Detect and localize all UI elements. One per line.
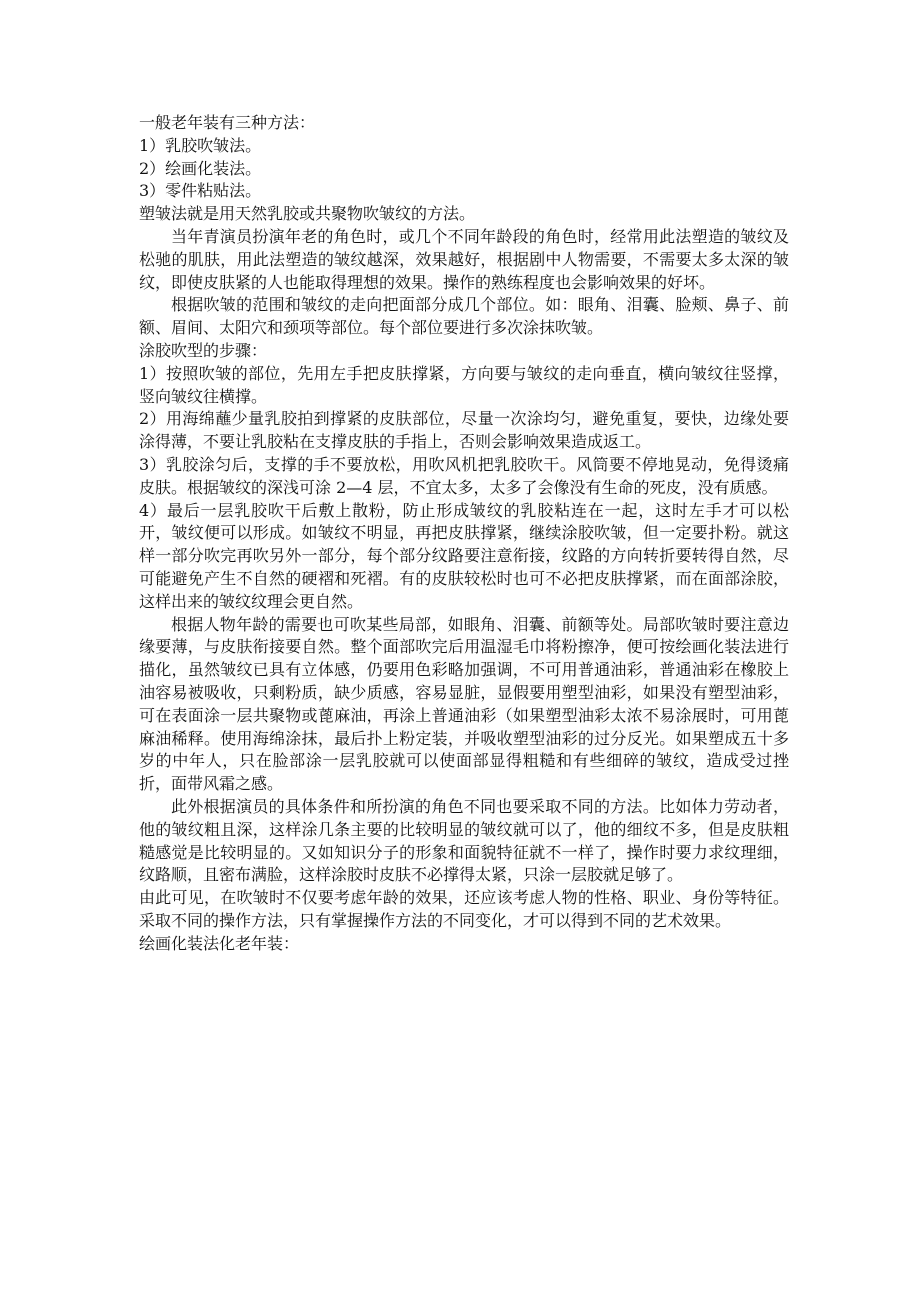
paragraph-young-actors: 当年青演员扮演年老的角色时，或几个不同年龄段的角色时，经常用此法塑造的皱纹及松驰的肌肤，用此法塑造的皱纹越深，效果越好，根据剧中人物需要，不需要太多太深的皱纹，即使皮肤紧的人也能取得理想的效果。操作的熟练程度也会影响效果的好坏。 [139,226,789,292]
paragraph-intro: 一般老年装有三种方法： [139,113,316,132]
list-item-method-2: 2）绘画化装法。 [139,158,262,178]
section-heading-painting: 绘画化装法化老年装： [139,933,300,953]
paragraph-definition: 塑皱法就是用天然乳胶或共聚物吹皱纹的方法。 [139,204,476,224]
document-body [139,112,789,955]
paragraph-character-types: 此外根据演员的具体条件和所扮演的角色不同也要采取不同的方法。比如体力劳动者，他的皱纹粗且深，这样涂几条主要的比较明显的皱纹就可以了，他的细纹不多，但是皮肤粗糙感觉是比较明显的。又如知识分子的形象和面貌特征就不一样了，操作时要力求纹理细，纹路顺，且密布满脸，这样涂胶时皮肤不必撑得太紧，只涂一层胶就足够了。 [139,796,789,885]
step-2: 2）用海绵蘸少量乳胶拍到撑紧的皮肤部位，尽量一次涂均匀，避免重复，要快，边缘处要涂得薄，不要让乳胶粘在支撑皮肤的手指上，否则会影响效果造成返工。 [139,409,789,452]
paragraph-partial-wrinkles: 根据人物年龄的需要也可吹某些局部，如眼角、泪囊、前额等处。局部吹皱时要注意边缘要薄，与皮肤衔接要自然。整个面部吹完后用温湿毛巾将粉擦净，便可按绘画化装法进行描化，虽然皱纹已具有立体感，仍要用色彩略加强调，不可用普通油彩，普通油彩在橡胶上油容易被吸收，只剩粉质，缺少质感，容易显脏，显假要用塑型油彩，如果没有塑型油彩，可在表面涂一层共聚物或蓖麻油，再涂上普通油彩（如果塑型油彩太浓不易涂展时，可用蓖麻油稀释。使用海绵涂抹，最后扑上粉定装，并吸收塑型油彩的过分反光。如果塑成五十多岁的中年人，只在脸部涂一层乳胶就可以使面部显得粗糙和有些细碎的皱纹，造成受过挫折，面带风霜之感。 [139,614,789,794]
list-item-method-1: 1）乳胶吹皱法。 [139,135,262,155]
section-heading-steps: 涂胶吹型的步骤： [139,340,268,360]
step-4: 4）最后一层乳胶吹干后敷上散粉，防止形成皱纹的乳胶粘连在一起，这时左手才可以松开，皱纹便可以形成。如皱纹不明显，再把皮肤撑紧，继续涂胶吹皱，但一定要扑粉。就这样一部分吹完再吹另外一部分，每个部分纹路要注意衔接，纹路的方向转折要转得自然，尽可能避免产生不自然的硬褶和死褶。有的皮肤较松时也可不必把皮肤撑紧，而在面部涂胶，这样出来的皱纹纹理会更自然。 [139,500,789,611]
list-item-method-3: 3）零件粘贴法。 [139,181,262,201]
paragraph-conclusion: 由此可见，在吹皱时不仅要考虑年龄的效果，还应该考虑人物的性格、职业、身份等特征。采取不同的操作方法，只有掌握操作方法的不同变化，才可以得到不同的艺术效果。 [139,888,789,930]
paragraph-face-regions: 根据吹皱的范围和皱纹的走向把面部分成几个部位。如：眼角、泪囊、脸颊、鼻子、前额、眉间、太阳穴和颈项等部位。每个部位要进行多次涂抹吹皱。 [139,295,789,338]
step-1: 1）按照吹皱的部位，先用左手把皮肤撑紧，方向要与皱纹的走向垂直，横向皱纹往竖撑，竖向皱纹往横撑。 [139,363,789,406]
step-3: 3）乳胶涂匀后，支撑的手不要放松，用吹风机把乳胶吹干。风筒要不停地晃动，免得烫痛皮肤。根据皱纹的深浅可涂 2—4 层，不宜太多，太多了会像没有生命的死皮，没有质感。 [139,454,789,497]
